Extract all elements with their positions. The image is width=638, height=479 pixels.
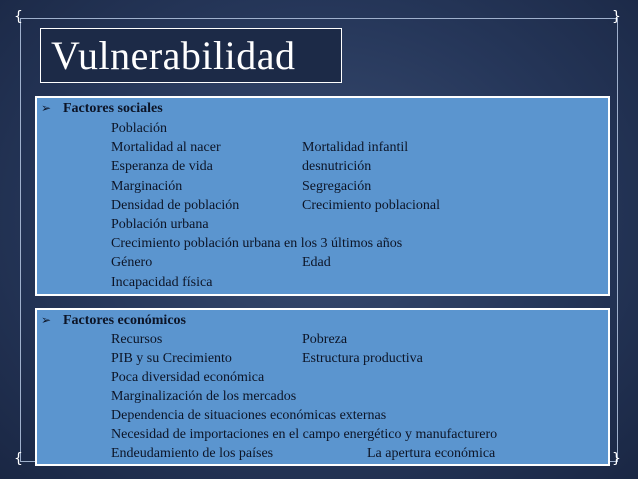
- economic-item-secondary: Estructura productiva: [302, 351, 423, 366]
- social-item-secondary: Segregación: [302, 178, 372, 194]
- social-row: [111, 236, 402, 252]
- economic-row: [111, 408, 386, 424]
- economic-item: Necesidad de importaciones en el campo energético y manufacturero: [111, 427, 498, 442]
- economic-factors-header: [41, 313, 186, 329]
- social-item: Población urbana: [111, 217, 209, 232]
- economic-item-secondary: Pobreza: [302, 332, 348, 347]
- economic-factors-panel: [35, 308, 610, 466]
- economic-factors-title: Factores económicos: [63, 313, 186, 328]
- social-item: Marginación: [111, 178, 183, 194]
- social-item-secondary: Mortalidad infantil: [302, 140, 409, 156]
- social-row: [111, 159, 372, 175]
- left-brace-bottom: {: [14, 451, 23, 467]
- slide-title: Vulnerabilidad: [40, 28, 342, 83]
- economic-item: Dependencia de situaciones económicas externas: [111, 408, 387, 423]
- social-item: Población: [111, 121, 167, 136]
- social-item: Densidad de población: [111, 197, 240, 213]
- economic-row: [111, 332, 348, 348]
- arrow-bullet-icon: ➢: [41, 313, 52, 327]
- economic-item: Marginalización de los mercados: [111, 389, 297, 404]
- social-item: Esperanza de vida: [111, 159, 213, 175]
- economic-item: Poca diversidad económica: [111, 370, 265, 385]
- social-item-secondary: Crecimiento poblacional: [302, 197, 441, 213]
- social-item-secondary: desnutrición: [302, 159, 372, 175]
- social-row: [111, 275, 212, 291]
- economic-row: [111, 389, 296, 405]
- social-row: [111, 217, 209, 233]
- economic-row: [111, 351, 423, 367]
- social-factors-title: Factores sociales: [63, 101, 163, 116]
- arrow-bullet-icon: ➢: [41, 101, 52, 115]
- social-row: [111, 197, 441, 214]
- economic-row: [111, 446, 496, 462]
- right-brace-bottom: }: [612, 451, 621, 467]
- social-row: [111, 140, 409, 156]
- social-item: Género: [111, 255, 153, 271]
- social-factors-panel: [35, 96, 610, 296]
- social-row: [111, 178, 372, 195]
- economic-row: [111, 427, 497, 443]
- economic-item: PIB y su Crecimiento: [111, 351, 232, 366]
- economic-item: Endeudamiento de los países: [111, 446, 274, 461]
- social-row: [111, 255, 331, 271]
- social-item: Mortalidad al nacer: [111, 140, 221, 156]
- right-brace-top: }: [612, 9, 621, 25]
- left-brace-top: {: [14, 9, 23, 25]
- social-item: Crecimiento población urbana en los 3 últimos años: [111, 236, 403, 252]
- economic-item: Recursos: [111, 332, 163, 347]
- social-item: Incapacidad física: [111, 274, 213, 290]
- social-row: [111, 121, 167, 137]
- economic-item-secondary: La apertura económica: [367, 446, 496, 461]
- social-item-secondary: Edad: [302, 255, 331, 271]
- social-factors-header: [41, 101, 163, 117]
- economic-row: [111, 370, 264, 386]
